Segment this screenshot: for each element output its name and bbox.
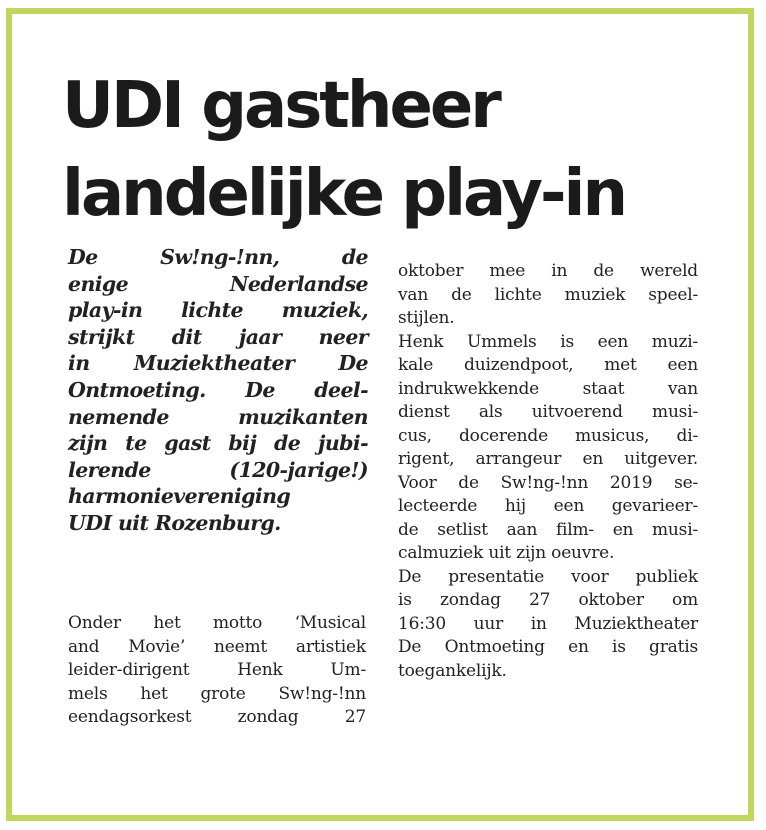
body-line: and Movie’ neemt artistiek [68,636,366,657]
lead-line: zijn te gast bij de jubi- [68,431,368,456]
lead-line: lerende (120-jarige!) [68,457,368,482]
body-line: cus, docerende musicus, di- [398,425,698,446]
lead-line: Ontmoeting. De deel- [68,377,368,402]
lead-line: harmonievereniging [68,484,291,509]
lead-line: De Sw!ng-!nn, de [68,245,368,269]
body-line: van de lichte muziek speel- [398,284,698,305]
body-line: 16:30 uur in Muziektheater [398,613,698,634]
body-line: eendagsorkest zondag 27 [68,707,366,727]
lead-line: enige Nederlandse [68,271,368,296]
body-line: Voor de Sw!ng-!nn 2019 se- [398,472,698,493]
body-line: de setlist aan film- en musi- [398,519,698,540]
body-line: oktober mee in de wereld [398,261,698,281]
article-body-right [398,260,698,683]
article-lead [68,244,368,537]
article-body-left [68,612,366,730]
body-line: indrukwekkende staat van [398,378,698,399]
body-line: toegankelijk. [398,660,507,681]
body-line: stijlen. [398,308,455,328]
lead-line: strijkt dit jaar neer [68,324,368,349]
body-line: Onder het motto ‘Musical [68,613,366,633]
body-line: kale duizendpoot, met een [398,355,698,375]
body-line: De presentatie voor publiek [398,566,698,587]
lead-line: nemende muzikanten [68,404,368,429]
body-line: rigent, arrangeur en uitgever. [398,449,698,469]
lead-line: UDI uit Rozenburg. [68,510,281,535]
lead-line: in Muziektheater De [68,351,368,376]
body-line: is zondag 27 oktober om [398,590,698,610]
body-line: De Ontmoeting en is gratis [398,637,698,657]
headline-line: UDI gastheer [62,69,499,143]
body-line: leider-dirigent Henk Um- [68,660,366,680]
headline-line: landelijke play-in [62,157,625,231]
body-line: lecteerde hij een gevarieer- [398,496,698,516]
article-headline [62,62,722,238]
body-line: mels het grote Sw!ng-!nn [68,683,366,704]
body-line: calmuziek uit zijn oeuvre. [398,543,615,563]
body-line: Henk Ummels is een muzi- [398,331,698,352]
body-line: dienst als uitvoerend musi- [398,402,698,422]
lead-line: play-in lichte muziek, [68,298,368,323]
